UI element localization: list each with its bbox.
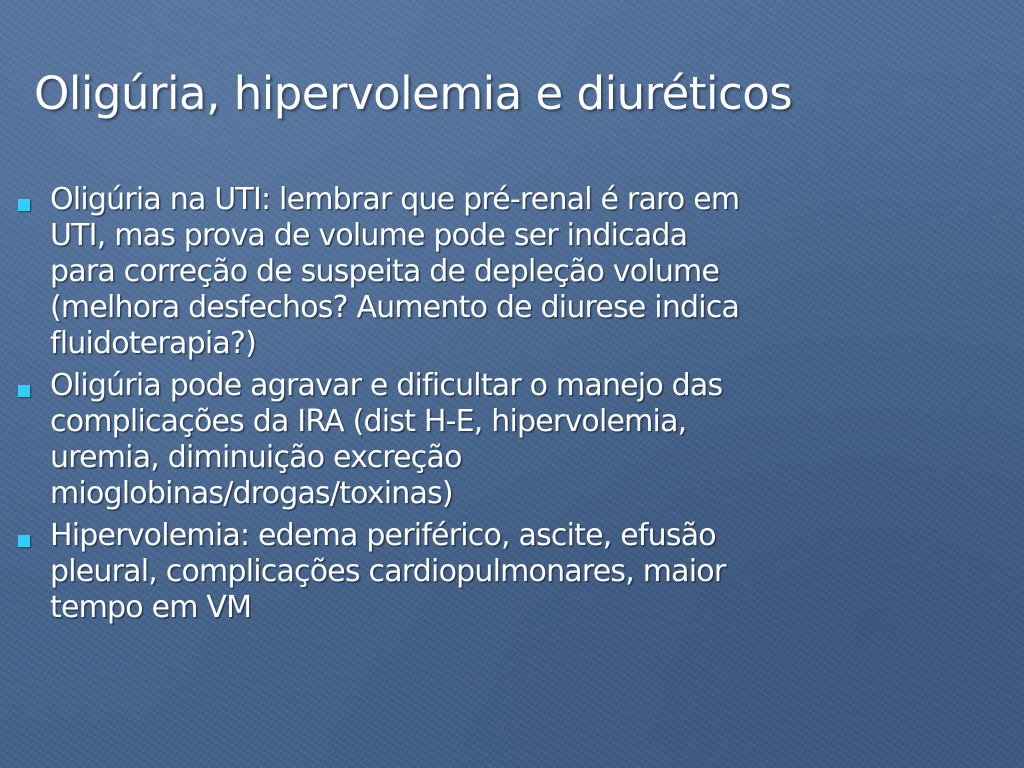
bullet-line: Hipervolemia: edema periférico, ascite, efusão [50, 518, 716, 553]
bullet-text [50, 368, 912, 512]
bullet-line: para correção de suspeita de depleção volume [50, 254, 720, 289]
bullet-text [50, 182, 912, 362]
bullet-item [12, 368, 912, 512]
square-bullet-icon [18, 385, 30, 397]
bullet-line: UTI, mas prova de volume pode ser indicada [50, 218, 688, 253]
bullet-line: tempo em VM [50, 590, 252, 625]
bullet-list [12, 182, 912, 632]
bullet-line: (melhora desfechos? Aumento de diurese indica [50, 290, 740, 325]
bullet-item [12, 182, 912, 362]
bullet-line: pleural, complicações cardiopulmonares, maior [50, 554, 726, 589]
bullet-text [50, 518, 912, 626]
bullet-line: fluidoterapia?) [50, 326, 256, 361]
bullet-line: complicações da IRA (dist H-E, hipervolemia, [50, 404, 687, 439]
slide-title: Oligúria, hipervolemia e diuréticos [34, 67, 793, 120]
bullet-line: Oligúria na UTI: lembrar que pré-renal é raro em [50, 182, 740, 217]
square-bullet-icon [18, 535, 30, 547]
bullet-line: mioglobinas/drogas/toxinas) [50, 476, 453, 511]
bullet-item [12, 518, 912, 626]
square-bullet-icon [18, 199, 30, 211]
bullet-line: Oligúria pode agravar e dificultar o manejo das [50, 368, 723, 403]
bullet-line: uremia, diminuição excreção [50, 440, 462, 475]
